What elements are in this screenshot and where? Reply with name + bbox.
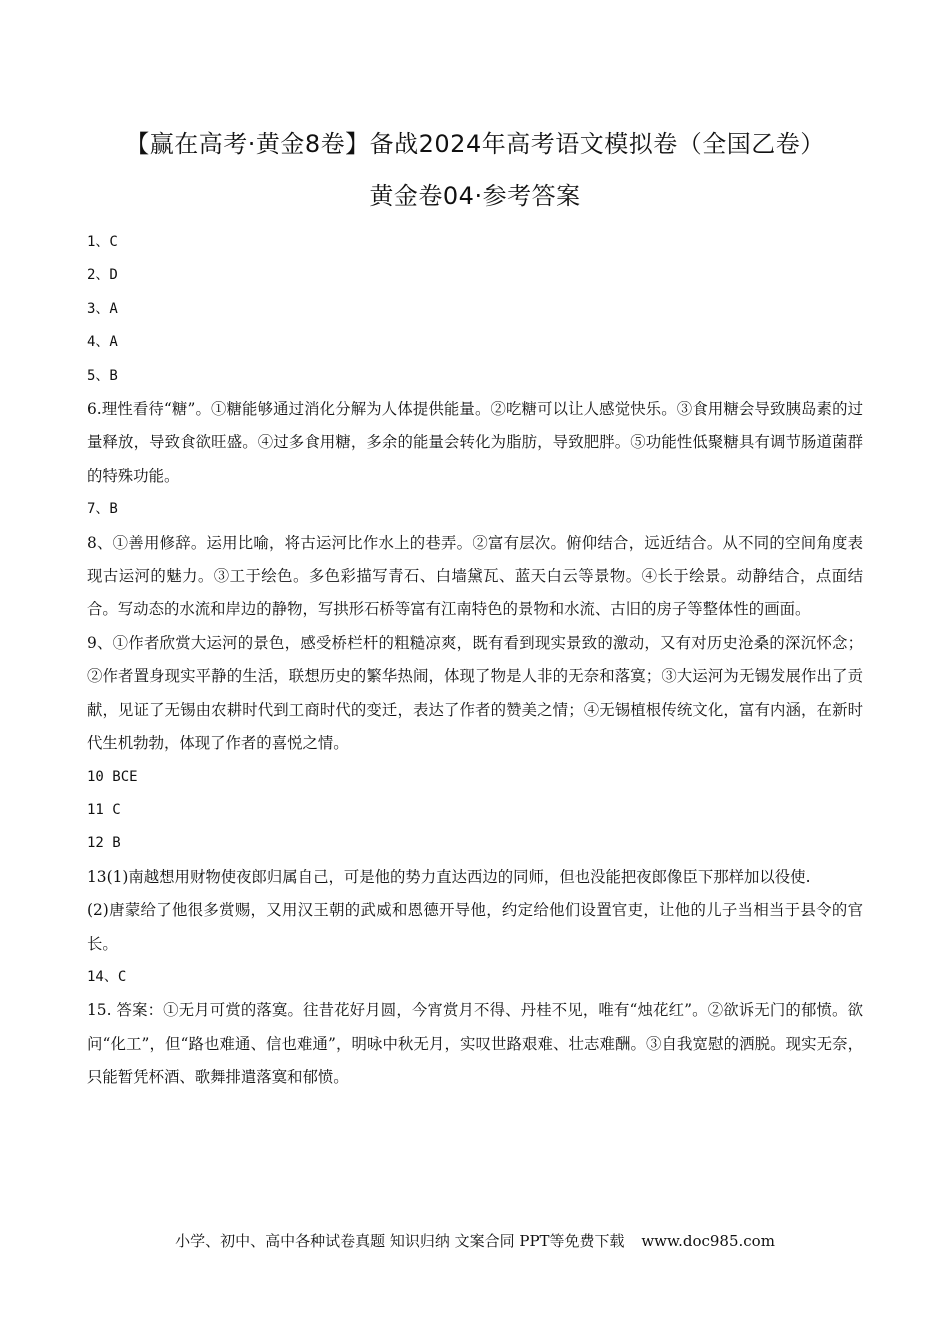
answer-item: 14、C [87,968,127,985]
answer-item: 9、①作者欣赏大运河的景色，感受桥栏杆的粗糙凉爽，既有看到现实景致的激动，又有对历史沧桑的深沉怀念；②作者置身现实平静的生活，联想历史的繁华热闹，体现了物是人非的无奈和落寞；③大运河为无锡发展作出了贡献，见证了无锡由农耕时代到工商时代的变迁，表达了作者的赞美之情；④无锡植根传统文化，富有内涵，在新时代生机勃勃，体现了作者的喜悦之情。 [87,633,863,753]
answer-item: 7、B [87,501,118,518]
answer-item: 13(1)南越想用财物使夜郎归属自己，可是他的势力直达西边的同师，但也没能把夜郎像臣下那样加以役使. [87,867,811,886]
footer-link[interactable]: www.doc985.com [641,1232,775,1250]
answer-item: 15. 答案：①无月可赏的落寞。往昔花好月圆，今宵赏月不得、丹桂不见，唯有“烛花红”。②欲诉无门的郁愤。欲问“化工”，但“路也难通、信也难通”，明咏中秋无月，实叹世路艰难、壮志难酬。③自我宽慰的洒脱。现实无奈，只能暂凭杯酒、歌舞排遣落寞和郁愤。 [87,1001,863,1087]
answer-list [87,226,863,1095]
footer-text: 小学、初中、高中各种试卷真题 知识归纳 文案合同 PPT等免费下载 [175,1232,625,1250]
answer-item: 5、B [87,367,118,384]
answer-item: 2、D [87,267,118,284]
answer-item: 10 BCE [87,768,138,785]
answer-item: 3、A [87,300,118,317]
document-title: 【赢在高考·黄金8卷】备战2024年高考语文模拟卷（全国乙卷） [125,130,825,158]
answer-item: 11 C [87,801,121,818]
answer-item: 1、C [87,234,118,250]
page-footer [0,1230,950,1251]
answer-item: 4、A [87,334,118,351]
document-subtitle: 黄金卷04·参考答案 [369,182,581,210]
answer-item: 12 B [87,835,121,852]
answer-item: 8、①善用修辞。运用比喻，将古运河比作水上的巷弄。②富有层次。俯仰结合，远近结合。从不同的空间角度表现古运河的魅力。③工于绘色。多色彩描写青石、白墙黛瓦、蓝天白云等景物。④长于绘景。动静结合，点面结合。写动态的水流和岸边的静物，写拱形石桥等富有江南特色的景物和水流、古旧的房子等整体性的画面。 [87,533,863,619]
answer-item: 6.理性看待“糖”。①糖能够通过消化分解为人体提供能量。②吃糖可以让人感觉快乐。③食用糖会导致胰岛素的过量释放，导致食欲旺盛。④过多食用糖，多余的能量会转化为脂肪，导致肥胖。⑤功能性低聚糖具有调节肠道菌群的特殊功能。 [87,400,863,485]
answer-item: (2)唐蒙给了他很多赏赐，又用汉王朝的武威和恩德开导他，约定给他们设置官吏，让他的儿子当相当于县令的官长。 [87,901,863,953]
